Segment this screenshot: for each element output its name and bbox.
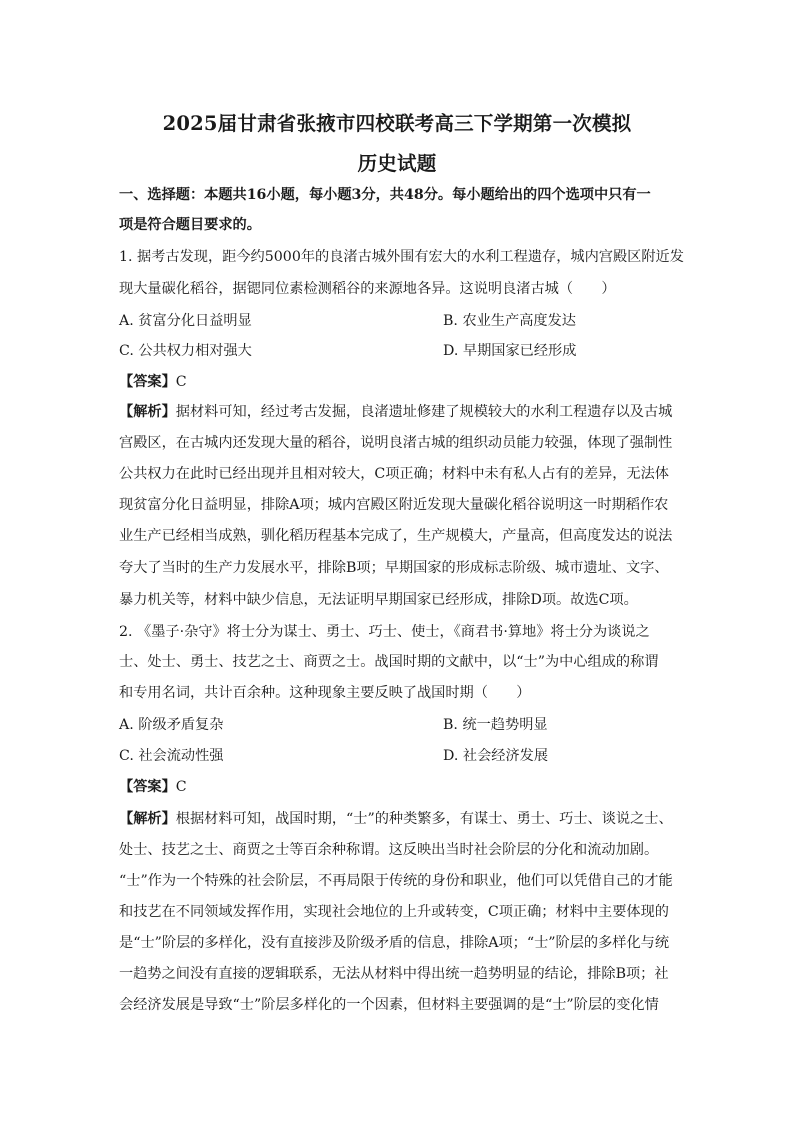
q1-analysis-tag: 【解析】: [119, 404, 176, 420]
section-instruction-line-2: 项是符合题目要求的。: [119, 217, 261, 233]
q1-analysis-line-3: 公共权力在此时已经出现并且相对较大，C项正确；材料中未有私人占有的差异，无法体: [119, 466, 669, 482]
q1-option-d: D. 早期国家已经形成: [443, 343, 577, 359]
q2-answer-value: C: [175, 779, 187, 795]
q1-analysis-line-4: 现贫富分化日益明显，排除A项；城内宫殿区附近发现大量碳化稻谷说明这一时期稻作农: [119, 497, 669, 513]
q1-analysis-line-6: 夸大了当时的生产力发展水平，排除B项；早期国家的形成标志阶级、城市遗址、文字、: [119, 560, 669, 576]
q2-option-c: C. 社会流动性强: [119, 748, 224, 764]
q2-analysis-line-5: 是“士”阶层的多样化，没有直接涉及阶级矛盾的信息，排除A项；“士”阶层的多样化与统: [119, 935, 670, 951]
q2-analysis-tag: 【解析】: [119, 811, 176, 827]
q1-analysis-line-1: [119, 405, 679, 419]
q2-stem-line-2: 士、处士、勇士、技艺之士、商贾之士。战国时期的文献中，以“士”为中心组成的称谓: [119, 654, 659, 670]
q1-analysis-line-7: 暴力机关等，材料中缺少信息，无法证明早期国家已经形成，排除D项。故选C项。: [119, 592, 638, 608]
q2-stem-line-1: 2. 《墨子·杂守》将士分为谋士、勇士、巧士、使士，《商君书·算地》将士分为谈说之: [119, 624, 650, 640]
q1-answer-tag: 【答案】: [119, 374, 176, 390]
q2-analysis-line-3: “士”作为一个特殊的社会阶层，不再局限于传统的身份和职业，他们可以凭借自己的才能: [119, 873, 673, 889]
q2-answer: [119, 780, 679, 794]
q2-analysis-line-4: 和技艺在不同领域发挥作用，实现社会地位的上升或转变，C项正确；材料中主要体现的: [119, 904, 669, 920]
q2-analysis-line-7: 会经济发展是导致“士”阶层多样化的一个因素，但材料主要强调的是“士”阶层的变化情: [119, 997, 659, 1013]
document-title: 2025届甘肃省张掖市四校联考高三下学期第一次模拟: [162, 112, 632, 135]
q1-analysis-text: 据材料可知，经过考古发掘，良渚遗址修建了规模较大的水利工程遗存以及古城: [175, 404, 673, 420]
document-subtitle: 历史试题: [357, 152, 437, 175]
q1-answer-value: C: [175, 374, 187, 390]
q2-answer-tag: 【答案】: [119, 779, 176, 795]
q1-answer: [119, 375, 679, 389]
q1-option-c: C. 公共权力相对强大: [119, 343, 252, 359]
q2-analysis-line-2: 处士、技艺之士、商贾之士等百余种称谓。这反映出当时社会阶层的分化和流动加剧。: [119, 842, 659, 858]
section-instruction-line-1: 一、选择题：本题共16小题，每小题3分，共48分。每小题给出的四个选项中只有一: [119, 187, 651, 203]
q1-option-a: A. 贫富分化日益明显: [119, 313, 252, 329]
q1-stem-line-2: 现大量碳化稻谷，据锶同位素检测稻谷的来源地各异。这说明良渚古城（ ）: [119, 281, 616, 297]
q1-option-b: B. 农业生产高度发达: [443, 313, 576, 329]
q2-option-a: A. 阶级矛盾复杂: [119, 717, 224, 733]
q2-stem-line-3: 和专用名词，共计百余种。这种现象主要反映了战国时期（ ）: [119, 685, 531, 701]
q2-analysis-line-1: [119, 812, 679, 826]
q1-analysis-line-2: 宫殿区，在古城内还发现大量的稻谷，说明良渚古城的组织动员能力较强，体现了强制性: [119, 435, 673, 451]
q2-option-b: B. 统一趋势明显: [443, 717, 548, 733]
q2-analysis-line-6: 一趋势之间没有直接的逻辑联系，无法从材料中得出统一趋势明显的结论，排除B项；社: [119, 966, 669, 982]
q1-stem-line-1: 1. 据考古发现，距今约5000年的良渚古城外围有宏大的水利工程遗存，城内宫殿区附近发: [119, 249, 684, 265]
q2-analysis-text: 根据材料可知，战国时期，“士”的种类繁多，有谋士、勇士、巧士、谈说之士、: [175, 811, 673, 827]
q2-option-d: D. 社会经济发展: [443, 748, 549, 764]
q1-analysis-line-5: 业生产已经相当成熟，驯化稻历程基本完成了，生产规模大，产量高，但高度发达的说法: [119, 528, 673, 544]
